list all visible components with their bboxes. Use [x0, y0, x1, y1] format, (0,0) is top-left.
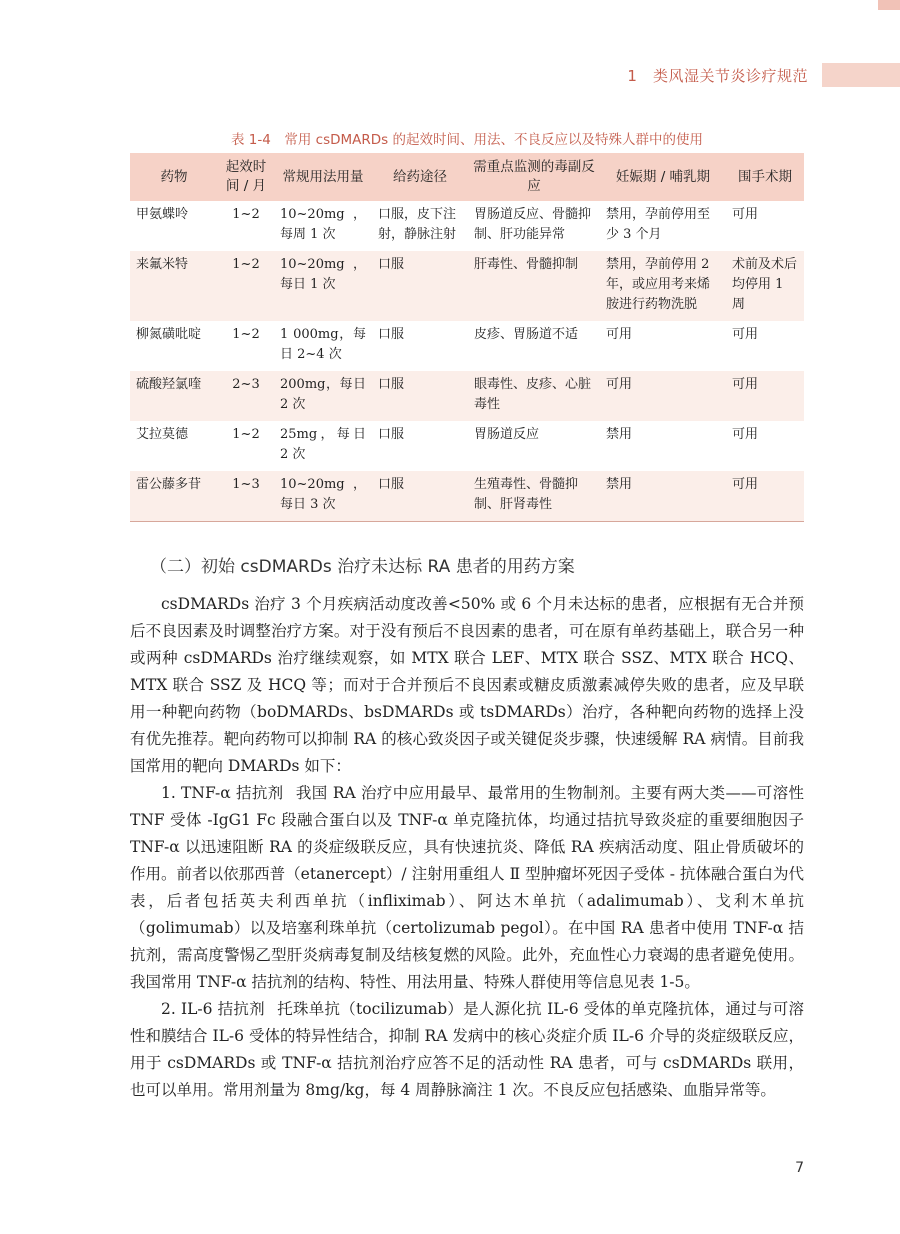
table-row [130, 371, 804, 421]
running-head-bar [822, 63, 900, 87]
cell-toxicity: 肝毒性、骨髓抑制 [468, 251, 600, 321]
cell-toxicity: 皮疹、胃肠道不适 [474, 327, 579, 342]
cell-dosage: 10~20mg，每日 3 次 [274, 471, 372, 522]
cell-drug: 甲氨蝶呤 [136, 207, 189, 222]
section-heading: （二）初始 csDMARDs 治疗未达标 RA 患者的用药方案 [150, 557, 575, 577]
cell-drug: 来氟米特 [130, 251, 218, 321]
table-caption: 表 1-4 常用 csDMARDs 的起效时间、用法、不良反应以及特殊人群中的使用 [231, 132, 703, 148]
cell-perioperative: 可用 [732, 427, 759, 442]
page-top-band [0, 0, 900, 30]
paragraph-lead: 1. TNF-α 拮抗剂 [161, 784, 284, 802]
cell-route: 口服 [378, 327, 405, 342]
col-header-dosage: 常规用法用量 [274, 153, 372, 201]
cell-drug: 艾拉莫德 [136, 427, 189, 442]
col-header-pregnancy: 妊娠期 / 哺乳期 [600, 153, 726, 201]
cell-route: 口服 [372, 471, 468, 522]
paragraph-text: csDMARDs 治疗 3 个月疾病活动度改善<50% 或 6 个月未达标的患者，应根据有无合并预后不良因素及时调整治疗方案。对于没有预后不良因素的患者，可在原有单药基础上，联合另一种或两种 csDMARDs 治疗继续观察，如 MTX 联合 LEF、MTX 联合 SSZ、MTX 联合 HCQ、MTX 联合 SSZ 及 HCQ 等；而对于合并预后不良因素或糖皮质激素减停失败的患者，应及早联用一种靶向药物（boDMARDs、bsDMARDs 或 tsDMARDs）治疗，各种靶向药物的选择上没有优先推荐。靶向药物可以抑制 RA 的核心致炎因子或关键促炎步骤，快速缓解 RA 病情。目前我国常用的靶向 DMARDs 如下： [130, 595, 804, 775]
cell-dosage: 1 000mg，每日 2~4 次 [280, 327, 366, 362]
cell-onset: 1~3 [218, 471, 274, 522]
cell-pregnancy: 禁用，孕前停用 2 年，或应用考来烯胺进行药物洗脱 [600, 251, 726, 321]
table-header-row [130, 153, 804, 201]
cell-onset: 1~2 [232, 427, 260, 442]
cell-onset: 2~3 [218, 371, 274, 421]
page-number: 7 [795, 1160, 804, 1176]
cell-drug: 柳氮磺吡啶 [136, 327, 202, 342]
chapter-title: 类风湿关节炎诊疗规范 [652, 66, 808, 85]
cell-onset: 1~2 [218, 251, 274, 321]
cell-pregnancy: 禁用 [600, 471, 726, 522]
cell-pregnancy: 禁用 [606, 427, 633, 442]
cell-pregnancy: 可用 [606, 327, 633, 342]
cell-toxicity: 胃肠道反应、骨髓抑制、肝功能异常 [474, 207, 592, 242]
cell-toxicity: 眼毒性、皮疹、心脏毒性 [468, 371, 600, 421]
cell-dosage: 25mg，每日 2 次 [280, 427, 366, 462]
cell-toxicity: 胃肠道反应 [474, 427, 540, 442]
cell-onset: 1~2 [232, 327, 260, 342]
cell-perioperative: 可用 [732, 327, 759, 342]
running-head-text [627, 65, 808, 86]
paragraph-text: 我国 RA 治疗中应用最早、最常用的生物制剂。主要有两大类——可溶性 TNF 受体 -IgG1 Fc 段融合蛋白以及 TNF-α 单克隆抗体，均通过拮抗导致炎症的重要细胞因子 TNF-α 以迅速阻断 RA 的炎症级联反应，具有快速抗炎、降低 RA 疾病活动度、阻止骨质破坏的作用。前者以依那西普（etanercept）/ 注射用重组人 Ⅱ 型肿瘤坏死因子受体 - 抗体融合蛋白为代表，后者包括英夫利西单抗（infliximab）、阿达木单抗（adalimumab）、戈利木单抗（golimumab）以及培塞利珠单抗（certolizumab pegol）。在中国 RA 患者中使用 TNF-α 拮抗剂，需高度警惕乙型肝炎病毒复制及结核复燃的风险。此外，充血性心力衰竭的患者避免使用。我国常用 TNF-α 拮抗剂的结构、特性、用法用量、特殊人群使用等信息见表 1-5。 [130, 784, 804, 991]
table-row [130, 471, 804, 522]
running-head [627, 63, 900, 87]
cell-route: 口服 [378, 427, 405, 442]
paragraph-tnf [130, 780, 804, 996]
table-row [130, 251, 804, 321]
table-row [130, 321, 804, 371]
cell-route: 口服 [372, 251, 468, 321]
cell-drug: 雷公藤多苷 [130, 471, 218, 522]
chapter-number: 1 [627, 66, 638, 85]
cell-perioperative: 可用 [726, 471, 804, 522]
cell-dosage: 10~20mg，每日 1 次 [274, 251, 372, 321]
col-header-onset: 起效时间 / 月 [218, 153, 274, 201]
cell-pregnancy: 禁用，孕前停用至少 3 个月 [606, 207, 711, 242]
cell-drug: 硫酸羟氯喹 [130, 371, 218, 421]
table-row [130, 421, 804, 471]
table-row [130, 201, 804, 251]
paragraph-il6 [130, 996, 804, 1104]
cell-perioperative: 术前及术后均停用 1 周 [726, 251, 804, 321]
body-text [130, 591, 804, 1104]
cell-perioperative: 可用 [732, 207, 759, 222]
paragraph-lead: 2. IL-6 拮抗剂 [161, 1000, 265, 1018]
paragraph-text: 托珠单抗（tocilizumab）是人源化抗 IL-6 受体的单克隆抗体，通过与可溶性和膜结合 IL-6 受体的特异性结合，抑制 RA 发病中的核心炎症介质 IL-6 介导的炎症级联反应，用于 csDMARDs 或 TNF-α 拮抗剂治疗应答不足的活动性 RA 患者，可与 csDMARDs 联用，也可以单用。常用剂量为 8mg/kg，每 4 周静脉滴注 1 次。不良反应包括感染、血脂异常等。 [130, 1000, 804, 1099]
col-header-route: 给药途径 [372, 153, 468, 201]
col-header-toxicity: 需重点监测的毒副反应 [468, 153, 600, 201]
col-header-perioperative: 围手术期 [726, 153, 804, 201]
csdmards-table [130, 153, 804, 522]
cell-dosage: 200mg，每日 2 次 [274, 371, 372, 421]
cell-route: 口服 [372, 371, 468, 421]
paragraph-intro [130, 591, 804, 780]
cell-onset: 1~2 [232, 207, 260, 222]
cell-toxicity: 生殖毒性、骨髓抑制、肝肾毒性 [468, 471, 600, 522]
col-header-drug: 药物 [130, 153, 218, 201]
cell-pregnancy: 可用 [600, 371, 726, 421]
corner-mark [878, 0, 900, 10]
cell-perioperative: 可用 [726, 371, 804, 421]
cell-route: 口服，皮下注射，静脉注射 [378, 207, 457, 242]
cell-dosage: 10~20mg，每周 1 次 [280, 207, 366, 242]
